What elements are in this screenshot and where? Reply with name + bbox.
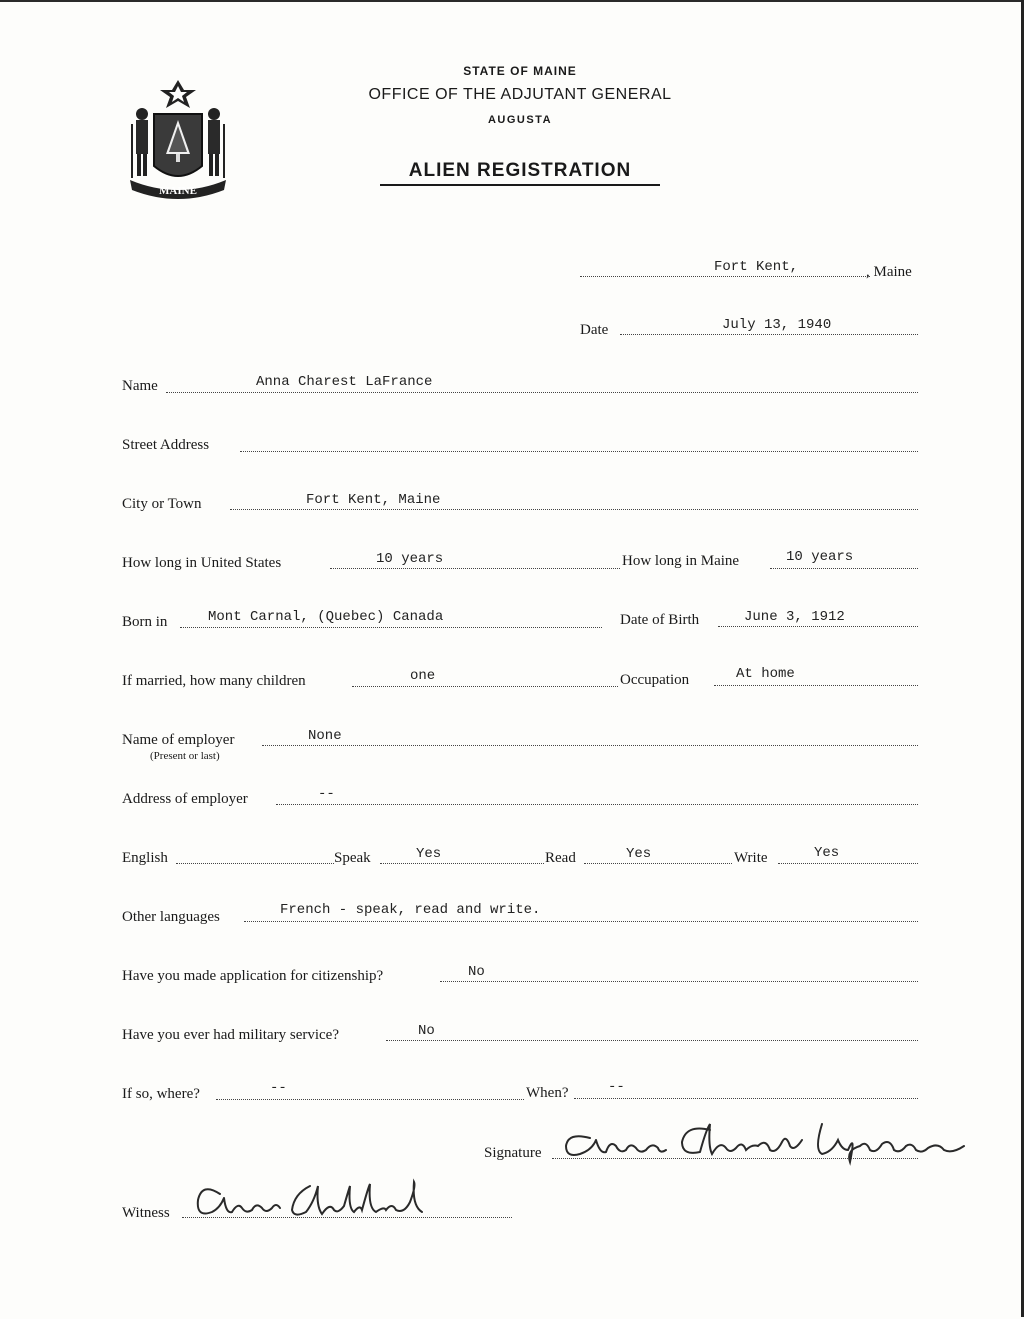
dob-value: June 3, 1912 <box>744 609 845 625</box>
signature-label: Signature <box>484 1145 542 1161</box>
date-line <box>620 334 918 335</box>
read-line <box>584 863 732 864</box>
seal-banner-text: MAINE <box>159 185 197 197</box>
name-value: Anna Charest LaFrance <box>256 374 433 390</box>
employer-value: None <box>308 728 342 744</box>
city-heading: AUGUSTA <box>487 114 553 126</box>
read-value: Yes <box>626 846 652 862</box>
read-label: Read <box>545 850 576 866</box>
date-value: July 13, 1940 <box>722 317 832 333</box>
where-value: -- <box>270 1080 287 1096</box>
dob-label: Date of Birth <box>620 612 700 628</box>
when-line <box>574 1098 918 1099</box>
english-line <box>176 863 334 864</box>
when-value: -- <box>608 1079 625 1095</box>
form-title: ALIEN REGISTRATION <box>380 160 660 186</box>
witness-label: Witness <box>122 1205 170 1221</box>
us-duration-line <box>330 568 620 569</box>
place-line <box>580 276 870 277</box>
write-label: Write <box>734 850 768 866</box>
speak-value: Yes <box>416 846 442 862</box>
employer-address-line <box>276 804 918 805</box>
maine-duration-value: 10 years <box>786 549 854 565</box>
witness-handwriting <box>190 1172 440 1226</box>
children-label: If married, how many children <box>122 673 306 689</box>
name-label: Name <box>122 378 158 394</box>
military-line <box>386 1040 918 1041</box>
place-value: Fort Kent, <box>714 259 799 275</box>
military-label: Have you ever had military service? <box>122 1027 339 1043</box>
children-line <box>352 686 618 687</box>
signature-handwriting <box>560 1110 970 1166</box>
place-suffix: , Maine <box>866 264 912 280</box>
name-line <box>166 392 918 393</box>
employer-address-value: -- <box>318 786 335 802</box>
citizenship-label: Have you made application for citizenship? <box>122 968 384 984</box>
english-label: English <box>122 850 168 866</box>
city-label: City or Town <box>122 496 202 512</box>
employer-address-label: Address of employer <box>122 791 248 807</box>
office-heading: OFFICE OF THE ADJUTANT GENERAL <box>368 86 672 103</box>
children-value: one <box>410 668 436 684</box>
dob-line <box>718 626 918 627</box>
military-value: No <box>418 1023 435 1039</box>
citizenship-line <box>440 981 918 982</box>
occupation-label: Occupation <box>620 672 690 688</box>
us-duration-label: How long in United States <box>122 555 282 571</box>
other-languages-value: French - speak, read and write. <box>280 902 541 918</box>
when-label: When? <box>526 1085 569 1101</box>
speak-label: Speak <box>334 850 371 866</box>
where-label: If so, where? <box>122 1086 200 1102</box>
born-line <box>180 627 602 628</box>
citizenship-value: No <box>468 964 485 980</box>
other-languages-label: Other languages <box>122 909 220 925</box>
maine-duration-line <box>770 568 918 569</box>
street-line <box>240 451 918 452</box>
speak-line <box>380 863 544 864</box>
employer-label: Name of employer <box>122 732 235 748</box>
city-value: Fort Kent, Maine <box>306 492 441 508</box>
where-line <box>216 1099 524 1100</box>
date-label: Date <box>580 322 609 338</box>
us-duration-value: 10 years <box>376 551 444 567</box>
born-value: Mont Carnal, (Quebec) Canada <box>208 609 444 625</box>
write-line <box>778 863 918 864</box>
other-languages-line <box>244 921 918 922</box>
employer-sublabel: (Present or last) <box>150 750 220 762</box>
employer-line <box>262 745 918 746</box>
city-line <box>230 509 918 510</box>
write-value: Yes <box>814 845 840 861</box>
occupation-line <box>714 685 918 686</box>
street-label: Street Address <box>122 437 210 453</box>
state-heading: STATE OF MAINE <box>463 64 577 78</box>
maine-duration-label: How long in Maine <box>622 553 740 569</box>
born-label: Born in <box>122 614 168 630</box>
occupation-value: At home <box>736 666 795 682</box>
